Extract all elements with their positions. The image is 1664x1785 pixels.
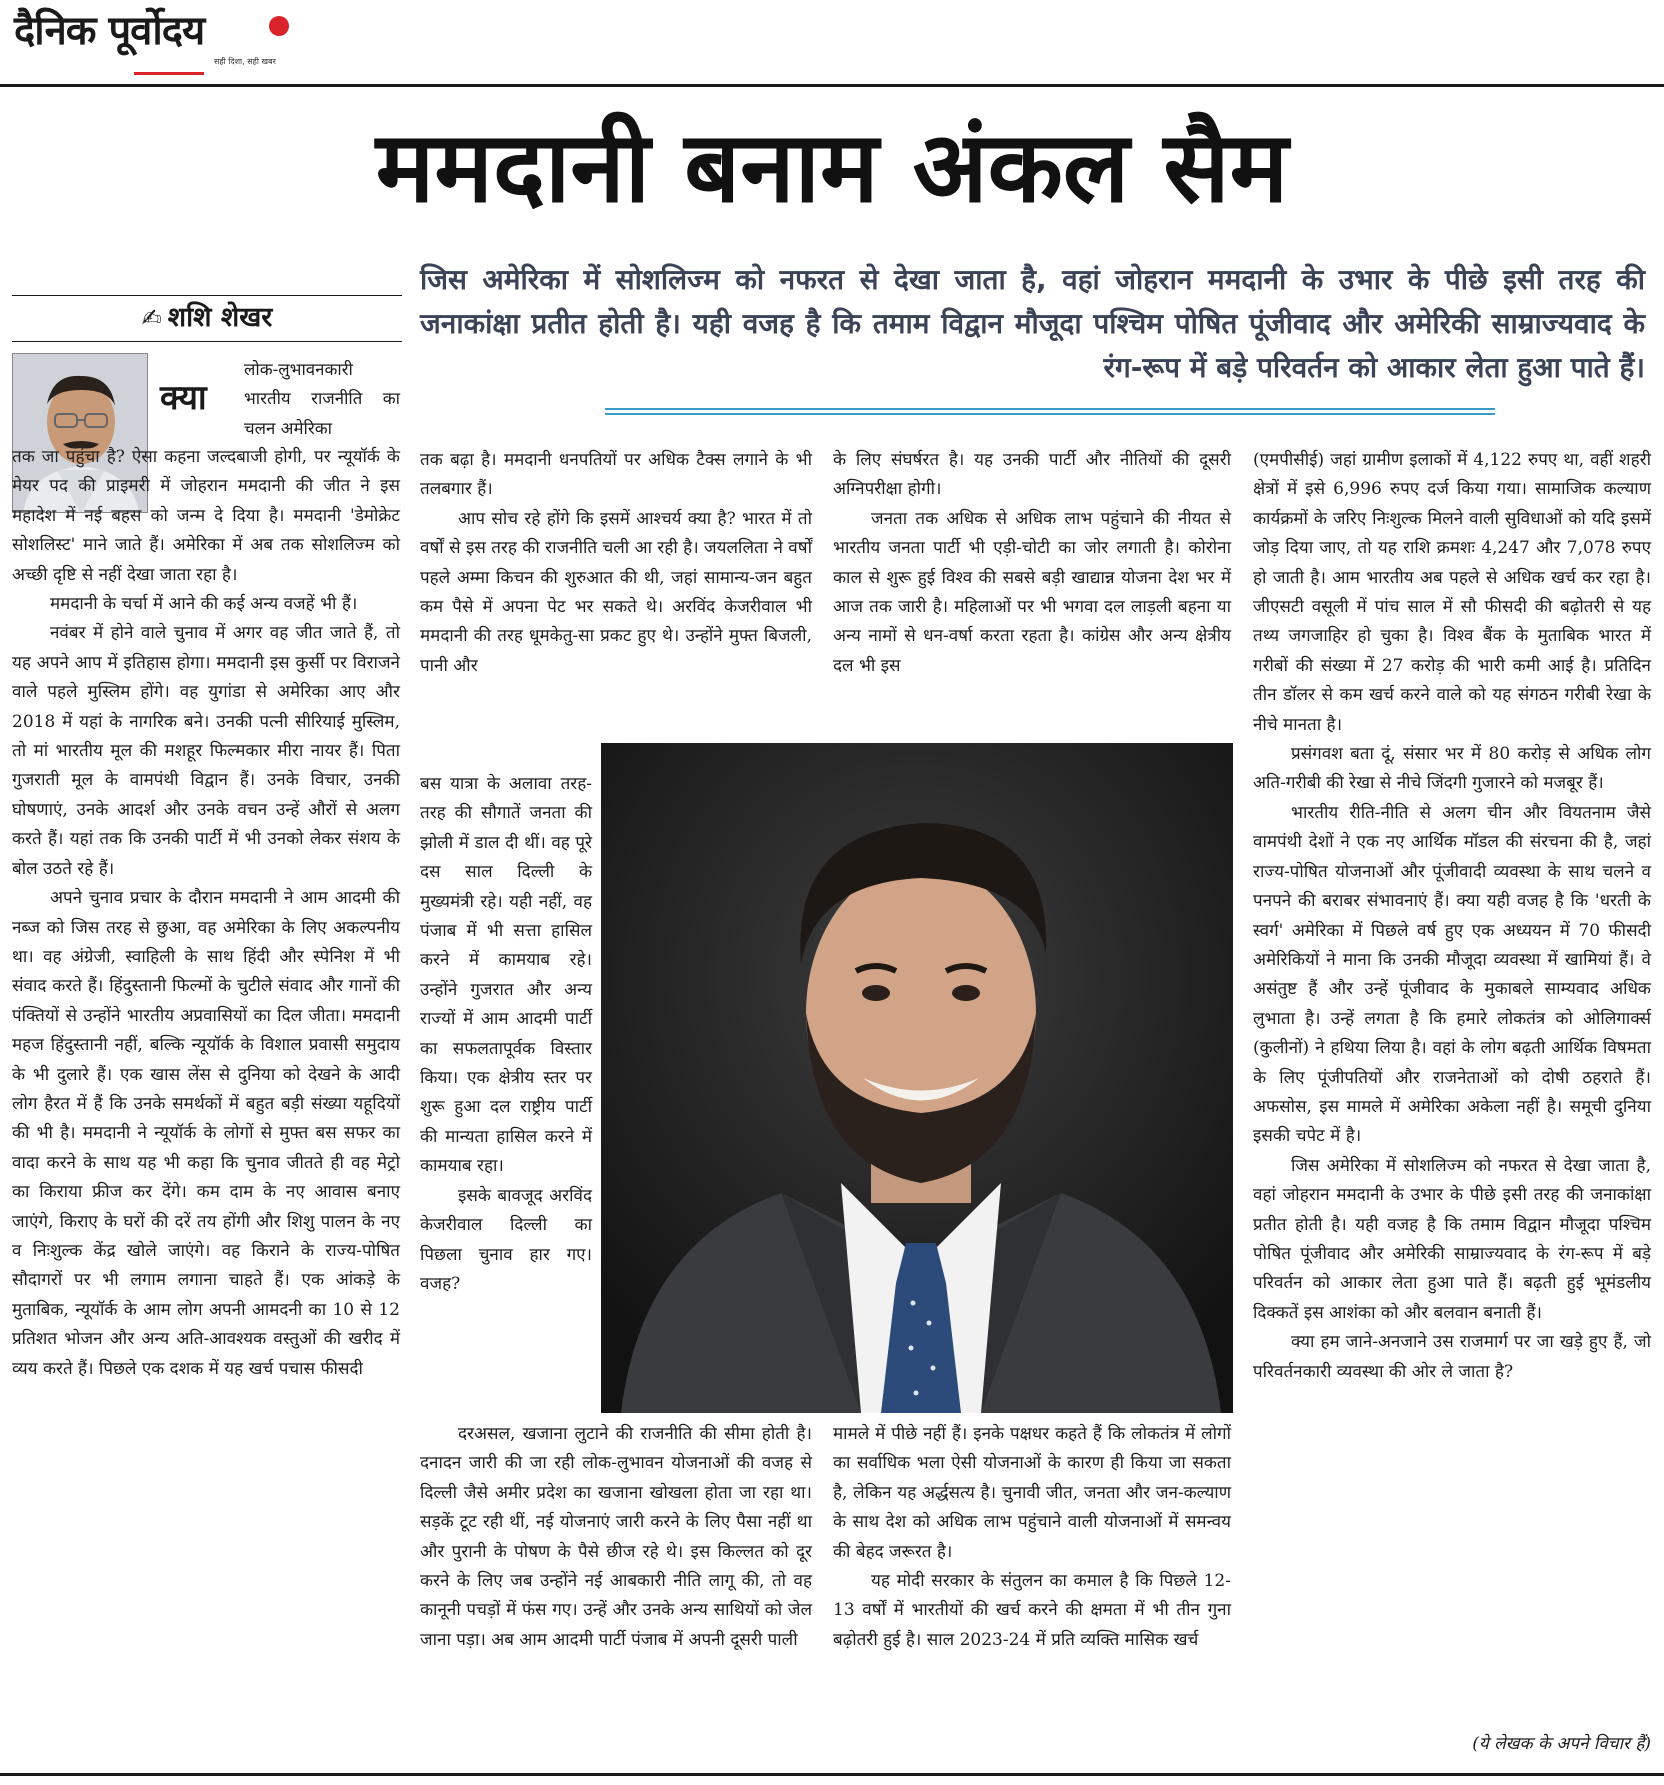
main-photo — [601, 743, 1233, 1413]
masthead — [14, 6, 304, 78]
column-1 — [12, 443, 400, 1384]
column-3-bottom — [833, 1420, 1231, 1655]
paragraph: यह मोदी सरकार के संतुलन का कमाल है कि पिछले 12-13 वर्षों में भारतीयों की खर्च करने की क्षमता में भी तीन गुना बढ़ोतरी हुई है। साल 2023-24 में प्रति व्यक्ति मासिक खर्च — [833, 1571, 1231, 1650]
paragraph: क्या हम जाने-अनजाने उस राजमार्ग पर जा खड़े हुए हैं, जो परिवर्तनकारी व्यवस्था की ओर ले जाता है? — [1253, 1332, 1651, 1382]
paragraph: तक बढ़ा है। ममदानी धनपतियों पर अधिक टैक्स लगाने के भी तलबगार हैं। — [420, 450, 812, 500]
paragraph: मामले में पीछे नहीं हैं। इनके पक्षधर कहते हैं कि लोकतंत्र में लोगों का सर्वाधिक भला ऐसी योजनाओं के कारण ही किया जा सकता है, लेकिन यह अर्द्धसत्य है। चुनावी जीत, जनता और जन-कल्याण के साथ देश को अधिक लाभ पहुंचाने वाली योजनाओं में समन्वय की बेहद जरूरत है। — [833, 1424, 1231, 1562]
paragraph: अपने चुनाव प्रचार के दौरान ममदानी ने आम आदमी की नब्ज को जिस तरह से छुआ, वह अमेरिका के लिए अकल्पनीय था। वह अंग्रेजी, स्वाहिली के साथ हिंदी और स्पेनिश में भी संवाद करते हैं। हिंदुस्तानी फिल्मों के चुटीले संवाद और गानों की पंक्तियों से उन्होंने भारतीय अप्रवासियों का दिल जीता। ममदानी महज हिंदुस्तानी नहीं, बल्कि न्यूयॉर्क के विशाल प्रवासी समुदाय के भी दुलारे हैं। एक खास लेंस से दुनिया को देखने के आदी लोग हैरत में हैं कि उनके समर्थकों में बहुत बड़ी संख्या यहूदियों की भी है। ममदानी ने न्यूयॉर्क के लोगों से मुफ्त बस सफर का वादा करने के साथ यह भी कहा कि चुनाव जीतते ही वह मेट्रो का किराया फ्रीज कर देंगे। कम दाम के नए आवास बनाए जाएंगे, किराए के घरों की दरें तय होंगी और शिशु पालन के नए व निःशुल्क केंद्र खोले जाएंगे। वह किराने के राज्य-पोषित सौदागरों पर भी लगाम लगाना चाहते हैं। एक आंकड़े के मुताबिक, न्यूयॉर्क के आम लोग अपनी आमदनी का 10 से 12 प्रतिशत भोजन और अन्य अति-आवश्यक वस्तुओं की खरीद में व्यय करते हैं। पिछले एक दशक में यह खर्च पचास फीसदी — [12, 888, 400, 1379]
paragraph: नवंबर में होने वाले चुनाव में अगर वह जीत जाते हैं, तो यह अपने आप में इतिहास होगा। ममदानी इस कुर्सी पर विराजने वाले पहले मुस्लिम होंगे। वह युगांडा से अमेरिका आए और 2018 में यहां के नागरिक बने। उनकी पत्नी सीरियाई मुस्लिम, तो मां भारतीय मूल की मशहूर फिल्मकार मीरा नायर हैं। पिता गुजराती मूल के वामपंथी विद्वान हैं। उनके विचार, उनकी घोषणाएं, उनके आदर्श और उनके वचन उन्हें औरों से अलग करते हैं। यहां तक कि उनकी पार्टी में भी उनको लेकर संशय के बोल उठते रहे हैं। — [12, 623, 400, 879]
paragraph: इसके बावजूद अरविंद केजरीवाल दिल्ली का पिछला चुनाव हार गए। वजह? — [420, 1185, 592, 1294]
paragraph: जिस अमेरिका में सोशलिज्म को नफरत से देखा जाता है, वहां जोहरान ममदानी के उभार के पीछे इसी तरह की जनाकांक्षा प्रतीत होती है। यही वजह है कि तमाम विद्वान मौजूदा पश्चिम पोषित पूंजीवाद और अमेरिकी साम्राज्यवाद के रंग-रूप में बड़े परिवर्तन को आकार लेता हुआ पाते हैं। बढ़ती हुई भूमंडलीय दिक्कतें इस आशंका को और बलवान बनाती हैं। — [1253, 1155, 1651, 1323]
paragraph: जनता तक अधिक से अधिक लाभ पहुंचाने की नीयत से भारतीय जनता पार्टी भी एड़ी-चोटी का जोर लगाती है। कोरोना काल से शुरू हुई विश्व की सबसे बड़ी खाद्यान्न योजना देश भर में आज तक जारी है। महिलाओं पर भी भगवा दल लाड़ली बहना या अन्य नामों से धन-वर्षा करता रहता है। कांग्रेस और अन्य क्षेत्रीय दल भी इस — [833, 508, 1231, 676]
paragraph: प्रसंगवश बता दूं, संसार भर में 80 करोड़ से अधिक लोग अति-गरीबी की रेखा से नीचे जिंदगी गुजारने को मजबूर हैं। — [1253, 744, 1651, 794]
masthead-tagline: सही दिशा, सही खबर — [214, 57, 276, 66]
column-1-intro — [244, 355, 400, 443]
newspaper-logo[interactable]: दैनिक पूर्वोदय — [14, 8, 205, 54]
top-rule — [0, 84, 1664, 87]
column-2-top — [420, 446, 812, 681]
column-3-top — [833, 446, 1231, 681]
byline-rule-top — [12, 295, 402, 296]
paragraph: भारतीय रीति-नीति से अलग चीन और वियतनाम जैसे वामपंथी देशों ने एक नए आर्थिक मॉडल की संरचना की है, जहां राज्य-पोषित योजनाओं और पूंजीवादी व्यवस्था के साथ चलने व पनपने की बराबर संभावनाएं हैं। क्या यही वजह है कि 'धरती के स्वर्ग' अमेरिका में पिछले वर्ष हुए एक अध्ययन में 70 फीसदी अमेरिकियों ने माना कि उनकी मौजूदा व्यवस्था में खामियां हैं। वे असंतुष्ट हैं और उन्हें पूंजीवाद के मुकाबले साम्यवाद अधिक लुभाता है। उन्हें लगता है कि हमारे लोकतंत्र को ओलिगार्क्स (कुलीनों) ने हथिया लिया है। वहां के लोग बढ़ती आर्थिक विषमता के लिए पूंजीपतियों और राजनेताओं को दोषी ठहराते हैं। अफसोस, इस मामले में अमेरिका अकेला नहीं है। समूची दुनिया इसकी चपेट में है। — [1253, 802, 1651, 1147]
paragraph: ममदानी के चर्चा में आने की कई अन्य वजहें भी हैं। — [50, 594, 358, 615]
column-2-narrow — [420, 770, 592, 1299]
byline-rule-bottom — [12, 341, 402, 342]
logo-red-dot — [269, 16, 289, 36]
paragraph: आप सोच रहे होंगे कि इसमें आश्चर्य क्या है? भारत में तो वर्षों से इस तरह की राजनीति चली आ रही है। जयललिता ने वर्षों पहले अम्मा किचन की शुरुआत की थी, जहां सामान्य-जन बहुत कम पैसे में अपना पेट भर सकते थे। अरविंद केजरीवाल भी ममदानी की तरह धूमकेतु-सा प्रकट हुए थे। उन्होंने मुफ्त बिजली, पानी और — [420, 508, 812, 676]
author-name: शशि शेखर — [167, 302, 273, 333]
bottom-rule — [0, 1773, 1664, 1776]
portrait-illustration — [601, 743, 1233, 1413]
paragraph: तक जा पहुंचा है? ऐसा कहना जल्दबाजी होगी, पर न्यूयॉर्क के मेयर पद की प्राइमरी में जोहरान ममदानी की जीत ने इस महादेश में नई बहस को जन्म दे दिया है। ममदानी 'डेमोक्रेट सोशलिस्ट' माने जाते हैं। अमेरिका में अब तक सोशलिज्म को अच्छी दृष्टि से नहीं देखा जाता रहा है। — [12, 447, 400, 585]
article-deck: जिस अमेरिका में सोशलिज्म को नफरत से देखा जाता है, वहां जोहरान ममदानी के उभार के पीछे इसी तरह की जनाकांक्षा प्रतीत होती है। यही वजह है कि तमाम विद्वान मौजूदा पश्चिम पोषित पूंजीवाद और अमेरिकी साम्राज्यवाद के रंग-रूप में बड़े परिवर्तन को आकार लेता हुआ पाते हैं। — [420, 263, 1645, 384]
logo-red-underline — [134, 72, 204, 75]
paragraph: लोक-लुभावनकारी भारतीय राजनीति का चलन अमेरिका — [244, 359, 400, 438]
pen-icon: ✍ — [141, 304, 162, 332]
drop-cap: क्या — [160, 378, 207, 418]
author-disclaimer: (ये लेखक के अपने विचार हैं) — [1472, 1734, 1651, 1754]
paragraph: के लिए संघर्षरत है। यह उनकी पार्टी और नीतियों की दूसरी अग्निपरीक्षा होगी। — [833, 450, 1231, 500]
column-4 — [1253, 446, 1651, 1387]
paragraph: दरअसल, खजाना लुटाने की राजनीति की सीमा होती है। दनादन जारी की जा रही लोक-लुभावन योजनाओं की वजह से दिल्ली जैसे अमीर प्रदेश का खजाना खोखला होता जा रहा था। सड़कें टूट रही थीं, नई योजनाएं जारी करने के लिए पैसा नहीं था और पुरानी के पोषण के पैसे छीज रहे थे। इस किल्लत को दूर करने के लिए जब उन्होंने नई आबकारी नीति लागू की, तो वह कानूनी पचड़ों में फंस गए। उन्हें और उनके अन्य साथियों को जेल जाना पड़ा। अब आम आदमी पार्टी पंजाब में अपनी दूसरी पाली — [420, 1424, 812, 1650]
byline — [12, 298, 402, 338]
article-headline: ममदानी बनाम अंकल सैम — [375, 111, 1289, 225]
paragraph: (एमपीसीई) जहां ग्रामीण इलाकों में 4,122 रुपए था, वहीं शहरी क्षेत्रों में इसे 6,996 रुपए दर्ज किया गया। सामाजिक कल्याण कार्यक्रमों के जरिए निःशुल्क मिलने वाली सुविधाओं को यदि इसमें जोड़ दिया जाए, तो यह राशि क्रमशः 4,247 और 7,078 रुपए हो जाती है। आम भारतीय अब पहले से अधिक खर्च कर रहा है। जीएसटी वसूली में पांच साल में सौ फीसदी की बढ़ोतरी से यह तथ्य जगजाहिर हो चुका है। विश्व बैंक के मुताबिक भारत में गरीबों की संख्या में 27 करोड़ की भारी कमी आई है। प्रतिदिन तीन डॉलर से कम खर्च करने वाले को यह संगठन गरीबी रेखा के नीचे मानता है। — [1253, 450, 1651, 735]
column-2-bottom — [420, 1420, 812, 1655]
deck-divider — [605, 408, 1495, 415]
paragraph: बस यात्रा के अलावा तरह-तरह की सौगातें जनता की झोली में डाल दी थीं। वह पूरे दस साल दिल्ली के मुख्यमंत्री रहे। यही नहीं, वह पंजाब में भी सत्ता हासिल करने में कामयाब रहे। उन्होंने गुजरात और अन्य राज्यों में आम आदमी पार्टी का सफलतापूर्वक विस्तार किया। एक क्षेत्रीय स्तर पर शुरू हुआ दल राष्ट्रीय पार्टी की मान्यता हासिल करने में कामयाब रहा। — [420, 774, 592, 1177]
